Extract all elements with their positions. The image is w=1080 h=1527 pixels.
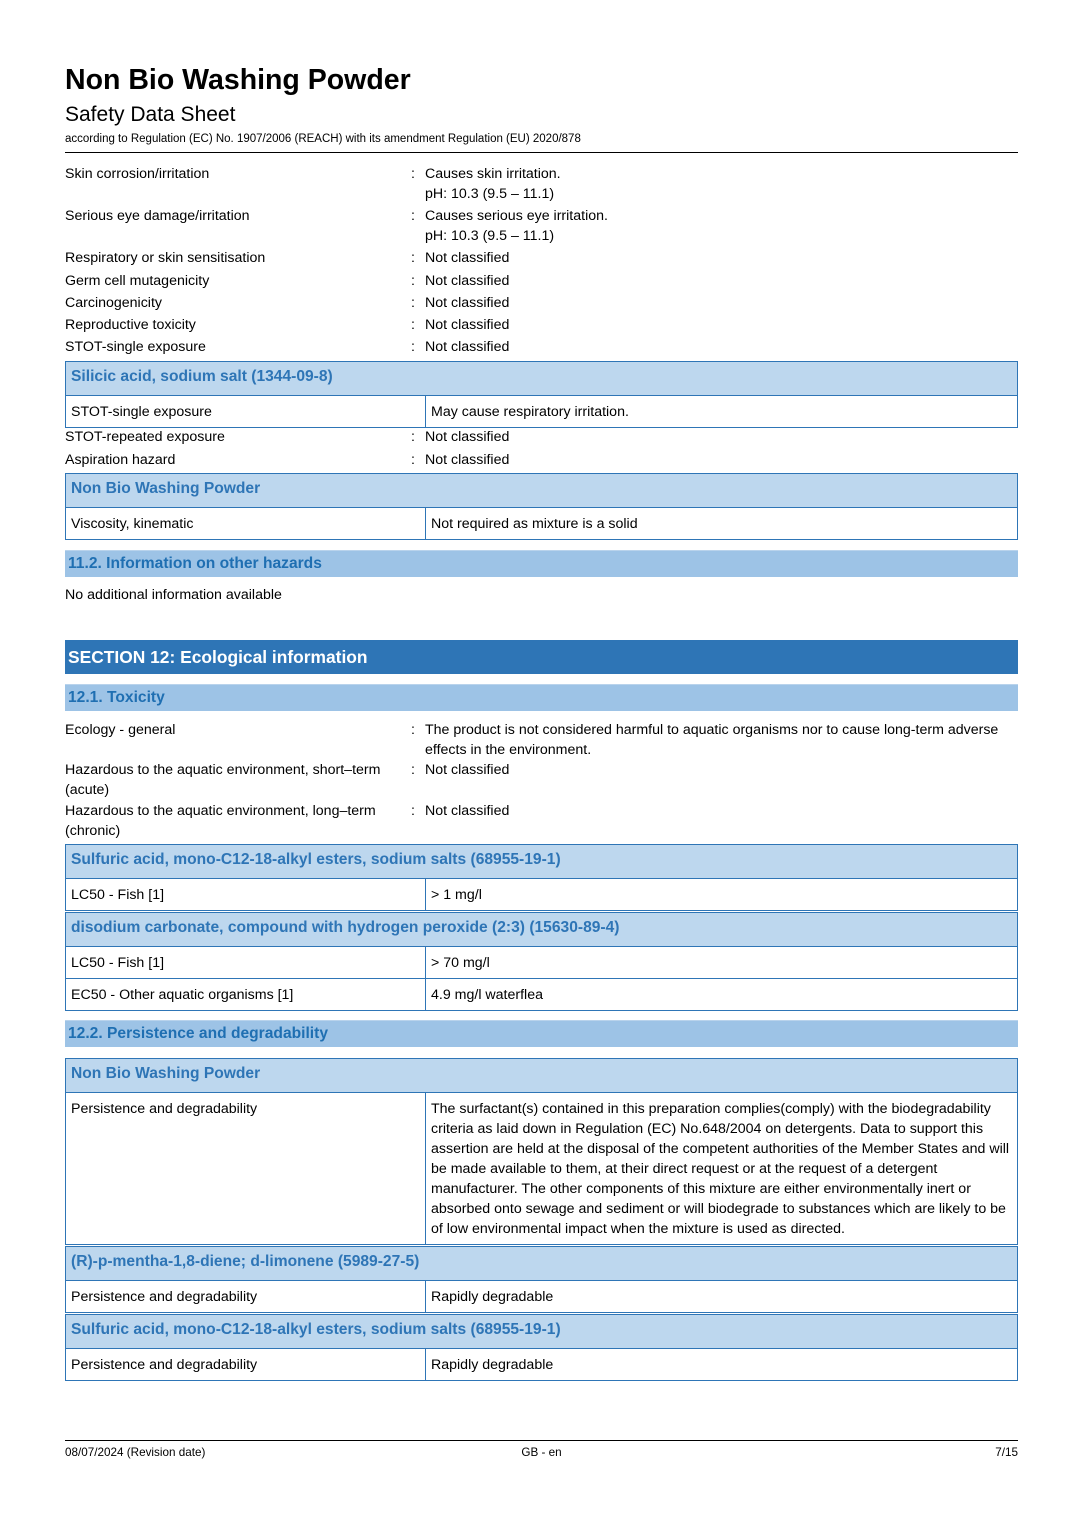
revision-date: 08/07/2024 (Revision date) <box>65 1446 206 1459</box>
table-cell-value: > 1 mg/l <box>426 879 1018 911</box>
colon-separator: : <box>411 208 415 224</box>
property-value: Not classified <box>425 452 510 468</box>
subsection-heading-11-2: 11.2. Information on other hazards <box>65 550 1018 577</box>
property-label: Germ cell mutagenicity <box>65 273 210 289</box>
table-cell-value: > 70 mg/l <box>426 947 1018 979</box>
property-label: STOT-single exposure <box>65 339 206 355</box>
table-cell-value: Rapidly degradable <box>426 1349 1018 1381</box>
property-label: Reproductive toxicity <box>65 317 196 333</box>
property-label: Respiratory or skin sensitisation <box>65 250 266 266</box>
substance-table <box>65 1246 1018 1313</box>
property-value: Not classified <box>425 429 510 445</box>
substance-heading: disodium carbonate, compound with hydrogen peroxide (2:3) (15630-89-4) <box>66 913 1018 947</box>
colon-separator: : <box>411 317 415 333</box>
colon-separator: : <box>411 429 415 445</box>
footer-divider <box>65 1440 1018 1441</box>
property-value: Not classified <box>425 762 510 778</box>
table-cell-property: Persistence and degradability <box>66 1093 426 1245</box>
colon-separator: : <box>411 722 415 738</box>
substance-table <box>65 1058 1018 1245</box>
property-label: Ecology - general <box>65 722 176 738</box>
property-label: Serious eye damage/irritation <box>65 208 250 224</box>
property-value: Not classified <box>425 317 510 333</box>
colon-separator: : <box>411 762 415 778</box>
table-cell-property: STOT-single exposure <box>66 396 426 428</box>
substance-heading: (R)-p-mentha-1,8-diene; d-limonene (5989-27-5) <box>66 1247 1018 1281</box>
subsection-heading-12-1: 12.1. Toxicity <box>65 684 1018 711</box>
colon-separator: : <box>411 803 415 819</box>
table-row <box>66 947 1018 979</box>
regulation-note: according to Regulation (EC) No. 1907/2006 (REACH) with its amendment Regulation (EU) 2020/878 <box>65 133 581 145</box>
table-cell-value: 4.9 mg/l waterflea <box>426 979 1018 1011</box>
substance-table <box>65 1314 1018 1381</box>
property-label: STOT-repeated exposure <box>65 429 225 445</box>
header-divider <box>65 152 1018 153</box>
colon-separator: : <box>411 452 415 468</box>
property-value: Causes serious eye irritation. pH: 10.3 (9.5 – 11.1) <box>425 208 608 244</box>
property-value: Not classified <box>425 803 510 819</box>
locale-code: GB - en <box>521 1446 562 1459</box>
colon-separator: : <box>411 273 415 289</box>
substance-table <box>65 912 1018 1011</box>
substance-table <box>65 844 1018 911</box>
table-cell-property: Persistence and degradability <box>66 1281 426 1313</box>
substance-heading: Sulfuric acid, mono-C12-18-alkyl esters, sodium salts (68955-19-1) <box>66 845 1018 879</box>
table-cell-value: May cause respiratory irritation. <box>426 396 1018 428</box>
property-value: Not classified <box>425 295 510 311</box>
subsection-heading-12-2: 12.2. Persistence and degradability <box>65 1020 1018 1047</box>
section-heading-12: SECTION 12: Ecological information <box>65 640 1018 674</box>
substance-heading: Non Bio Washing Powder <box>66 1059 1018 1093</box>
substance-heading: Silicic acid, sodium salt (1344-09-8) <box>66 362 1018 396</box>
section-text: No additional information available <box>65 587 282 603</box>
property-label: Aspiration hazard <box>65 452 176 468</box>
substance-heading: Non Bio Washing Powder <box>66 474 1018 508</box>
table-row <box>66 879 1018 911</box>
table-row <box>66 508 1018 540</box>
page-number: 7/15 <box>995 1446 1018 1459</box>
property-label: Hazardous to the aquatic environment, short–term (acute) <box>65 762 381 798</box>
table-cell-property: Viscosity, kinematic <box>66 508 426 540</box>
property-label: Carcinogenicity <box>65 295 162 311</box>
property-value: Not classified <box>425 250 510 266</box>
table-row <box>66 1349 1018 1381</box>
substance-table <box>65 361 1018 428</box>
table-row <box>66 979 1018 1011</box>
substance-table <box>65 473 1018 540</box>
table-cell-value: Rapidly degradable <box>426 1281 1018 1313</box>
property-value: Causes skin irritation. pH: 10.3 (9.5 – 11.1) <box>425 166 561 202</box>
substance-heading: Sulfuric acid, mono-C12-18-alkyl esters, sodium salts (68955-19-1) <box>66 1315 1018 1349</box>
table-cell-value: Not required as mixture is a solid <box>426 508 1018 540</box>
property-value: The product is not considered harmful to aquatic organisms nor to cause long-term adverse effects in the environment. <box>425 722 999 758</box>
colon-separator: : <box>411 295 415 311</box>
table-cell-property: Persistence and degradability <box>66 1349 426 1381</box>
table-cell-value: The surfactant(s) contained in this preparation complies(comply) with the biodegradability criteria as laid down in Regulation (EC) No.648/2004 on detergents. Data to support this assertion are held at the disposal of the competent authorities of the Member States and will be made available to them, at their direct request or at the request of a detergent manufacturer. The other components of this mixture are either environmentally inert or absorbed onto sewage and sediment or will biodegrade to substances which are likely to be of low environmental impact when the mixture is used as directed. <box>426 1093 1018 1245</box>
table-cell-property: LC50 - Fish [1] <box>66 879 426 911</box>
table-row <box>66 1093 1018 1245</box>
property-value: Not classified <box>425 273 510 289</box>
table-row <box>66 1281 1018 1313</box>
property-label: Skin corrosion/irritation <box>65 166 210 182</box>
table-cell-property: EC50 - Other aquatic organisms [1] <box>66 979 426 1011</box>
document-title: Non Bio Washing Powder <box>65 64 411 96</box>
colon-separator: : <box>411 166 415 182</box>
property-label: Hazardous to the aquatic environment, long–term (chronic) <box>65 803 376 839</box>
document-subtitle: Safety Data Sheet <box>65 103 236 126</box>
property-value: Not classified <box>425 339 510 355</box>
table-cell-property: LC50 - Fish [1] <box>66 947 426 979</box>
colon-separator: : <box>411 339 415 355</box>
table-row <box>66 396 1018 428</box>
colon-separator: : <box>411 250 415 266</box>
